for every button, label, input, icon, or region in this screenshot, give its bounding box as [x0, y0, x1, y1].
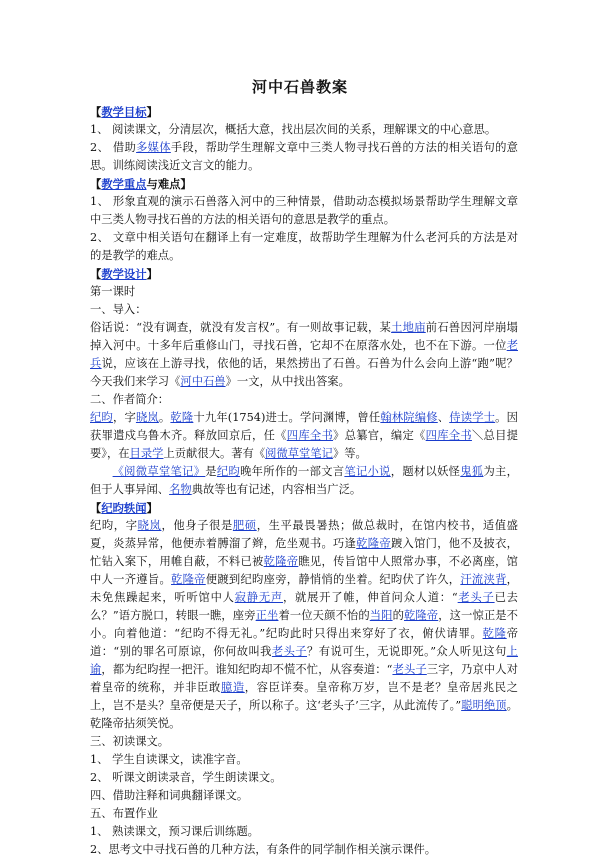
siku-link[interactable]: 四库全书 [286, 429, 334, 442]
goal-1: 1、 阅读课文，分清层次，概括大意，找出层次间的关系，理解课文的中心意思。 [90, 123, 497, 136]
story-link-4[interactable]: 乾隆帝 [263, 555, 299, 568]
yuewei-link[interactable]: 阅微草堂笔记 [265, 447, 333, 460]
section-goals-heading: 【教学目标】 [90, 105, 158, 119]
story-link-2[interactable]: 肥硕 [232, 519, 257, 532]
xiaolan-link[interactable]: 晓岚 [135, 411, 159, 424]
goal-2: 2、 借助多媒体手段，帮助学生理解文章中三类人物寻找石兽的方法的相关语句的意思。训练阅读浅近文言文的能力。 [90, 141, 518, 172]
section-story-heading: 【纪昀轶闻】 [90, 501, 158, 515]
translate-heading: 四、借助注释和词典翻译课文。 [90, 789, 249, 802]
story-link-17[interactable]: 聪明绝顶 [461, 699, 507, 712]
lesson-one: 第一课时 [90, 285, 136, 298]
intro-paragraph: 俗话说：“没有调查，就没有发言权”。有一则故事记载，某土地庙前石兽因河岸崩塌掉入河中。十多年后重修山门，寻找石兽，它却不在原落水处，也不在下游。一位老兵说，应该在上游寻找，依他的话，果然捞出了石兽。石兽为什么会向上游“跑”呢？今天我们来学习《河中石兽》一文，从中找出答案。 [90, 321, 518, 388]
story-link-11[interactable]: 乾隆帝 [403, 609, 439, 622]
old-soldier-link[interactable]: 老兵 [90, 339, 518, 370]
story-link-1[interactable]: 晓岚 [137, 519, 162, 532]
section-design-heading: 【教学设计】 [90, 267, 158, 281]
mingwu-link[interactable]: 名物 [169, 483, 192, 496]
design-link[interactable]: 教学设计 [101, 267, 147, 281]
story-link-8[interactable]: 老头子 [457, 591, 495, 604]
intro-heading: 一、导入： [90, 303, 147, 316]
story-link-14[interactable]: 上谕 [90, 645, 518, 676]
book-author-link[interactable]: 纪昀 [216, 465, 241, 478]
text-title-link[interactable]: 河中石兽 [180, 375, 226, 388]
story-link[interactable]: 纪昀轶闻 [101, 501, 147, 515]
section-focus-heading: 【教学重点与难点】 [90, 177, 192, 191]
story-link-9[interactable]: 正坐 [255, 609, 279, 622]
hanlin-link[interactable]: 翰林院编修 [380, 411, 438, 424]
story-link-16[interactable]: 臆造 [220, 681, 245, 694]
notes-novel-link[interactable]: 笔记小说 [344, 465, 391, 478]
read-heading: 三、初读课文。 [90, 735, 170, 748]
author-link[interactable]: 纪昀 [90, 411, 113, 424]
story-paragraph: 纪昀，字晓岚，他身子很是肥硕，生平最畏暑热；做总裁时，在馆内校书，适值盛夏，炎蒸异常，他便赤着膊溜了辫，危坐观书。巧逢乾隆帝踱入馆门，他不及披衣，忙钻入案下，用帷自蔽，不料已被乾隆帝瞧见，传旨馆中人照常办事，不必离座，馆中人一齐遵旨。乾隆帝便踱到纪昀座旁，静悄悄的坐着。纪昀伏了许久，汗流浃背，未免焦躁起来，听听馆中人寂静无声，就展开了帷，伸首问众人道：“老头子已去么？”语方脱口，转眼一瞧，座旁正坐着一位天颜不怡的当阳的乾隆帝，这一惊正是不小。向着他道：“纪昀不得无礼。”纪昀此时只得出来穿好了衣，俯伏请罪。乾隆帝道：“别的罪名可原谅，你何故叫我老头子？有说可生，无说即死。”众人听见这句上谕，都为纪昀捏一把汗。谁知纪昀却不慌不忙，从容奏道：“老头子三字，乃京中人对着皇帝的统称，并非臣敢臆造，容臣详奏。皇帝称万岁，岂不是老？皇帝居兆民之上，岂不是头？皇帝便是天子，所以称子。这‘老头子’三字，从此流传了。”聪明绝顶。乾隆帝拈须笑悦。 [90, 519, 518, 730]
document-body [90, 103, 518, 859]
story-link-3[interactable]: 乾隆帝 [356, 537, 391, 550]
homework-item-1: 1、 熟读课文，预习课后训练题。 [90, 825, 259, 838]
story-link-13[interactable]: 老头子 [271, 645, 308, 658]
book-title-link[interactable]: 《阅微草堂笔记》 [112, 465, 206, 478]
multimedia-link[interactable]: 多媒体 [136, 141, 171, 154]
ghost-fox-link[interactable]: 鬼狐 [460, 465, 484, 478]
siku-summary-link[interactable]: 四库全书 [425, 429, 472, 442]
story-link-10[interactable]: 当阳 [369, 609, 393, 622]
homework-item-2: 2、思考文中寻找石兽的几种方法，有条件的同学制作相关演示课件。 [90, 843, 437, 856]
book-paragraph: 《阅微草堂笔记》是纪昀晚年所作的一部文言笔记小说，题材以妖怪鬼狐为主，但于人事异闻、名物典故等也有记述，内容相当广泛。 [90, 465, 518, 496]
author-paragraph: 纪昀，字晓岚。乾隆十九年(1754)进士。学问渊博，曾任翰林院编修、侍读学士。因获罪遣戍乌鲁木齐。释放回京后，任《四库全书》总纂官，编定《四库全书＼总目提要》，在目录学上贡献很大。著有《阅微草堂笔记》等。 [90, 411, 518, 460]
focus-1: 1、 形象直观的演示石兽落入河中的三种情景，借助动态模拟场景帮助学生理解文章中三类人物寻找石兽的方法的相关语句的意思是教学的重点。 [90, 195, 518, 226]
story-link-5[interactable]: 乾隆帝 [171, 573, 206, 586]
read-item-1: 1、 学生自读课文，读准字音。 [90, 753, 248, 766]
focus-link[interactable]: 教学重点 [101, 177, 147, 191]
shidu-link[interactable]: 侍读学士 [449, 411, 496, 424]
author-heading: 二、作者简介： [90, 393, 170, 406]
bibliography-link[interactable]: 目录学 [129, 447, 164, 460]
read-item-2: 2、 听课文朗读录音，学生朗读课文。 [90, 771, 282, 784]
homework-heading: 五、布置作业 [90, 807, 158, 820]
temple-link[interactable]: 土地庙 [391, 321, 426, 334]
focus-2: 2、 文章中相关语句在翻译上有一定难度，故帮助学生理解为什么老河兵的方法是对的是教学的难点。 [90, 231, 518, 262]
story-link-12[interactable]: 乾隆 [482, 627, 507, 640]
qianlong-link[interactable]: 乾隆 [170, 411, 194, 424]
story-link-15[interactable]: 老头子 [392, 663, 427, 676]
page-title: 河中石兽教案 [251, 78, 348, 96]
story-link-6[interactable]: 汗流浃背 [460, 573, 507, 586]
goals-link[interactable]: 教学目标 [101, 105, 147, 119]
story-link-7[interactable]: 寂静无声 [234, 591, 283, 604]
